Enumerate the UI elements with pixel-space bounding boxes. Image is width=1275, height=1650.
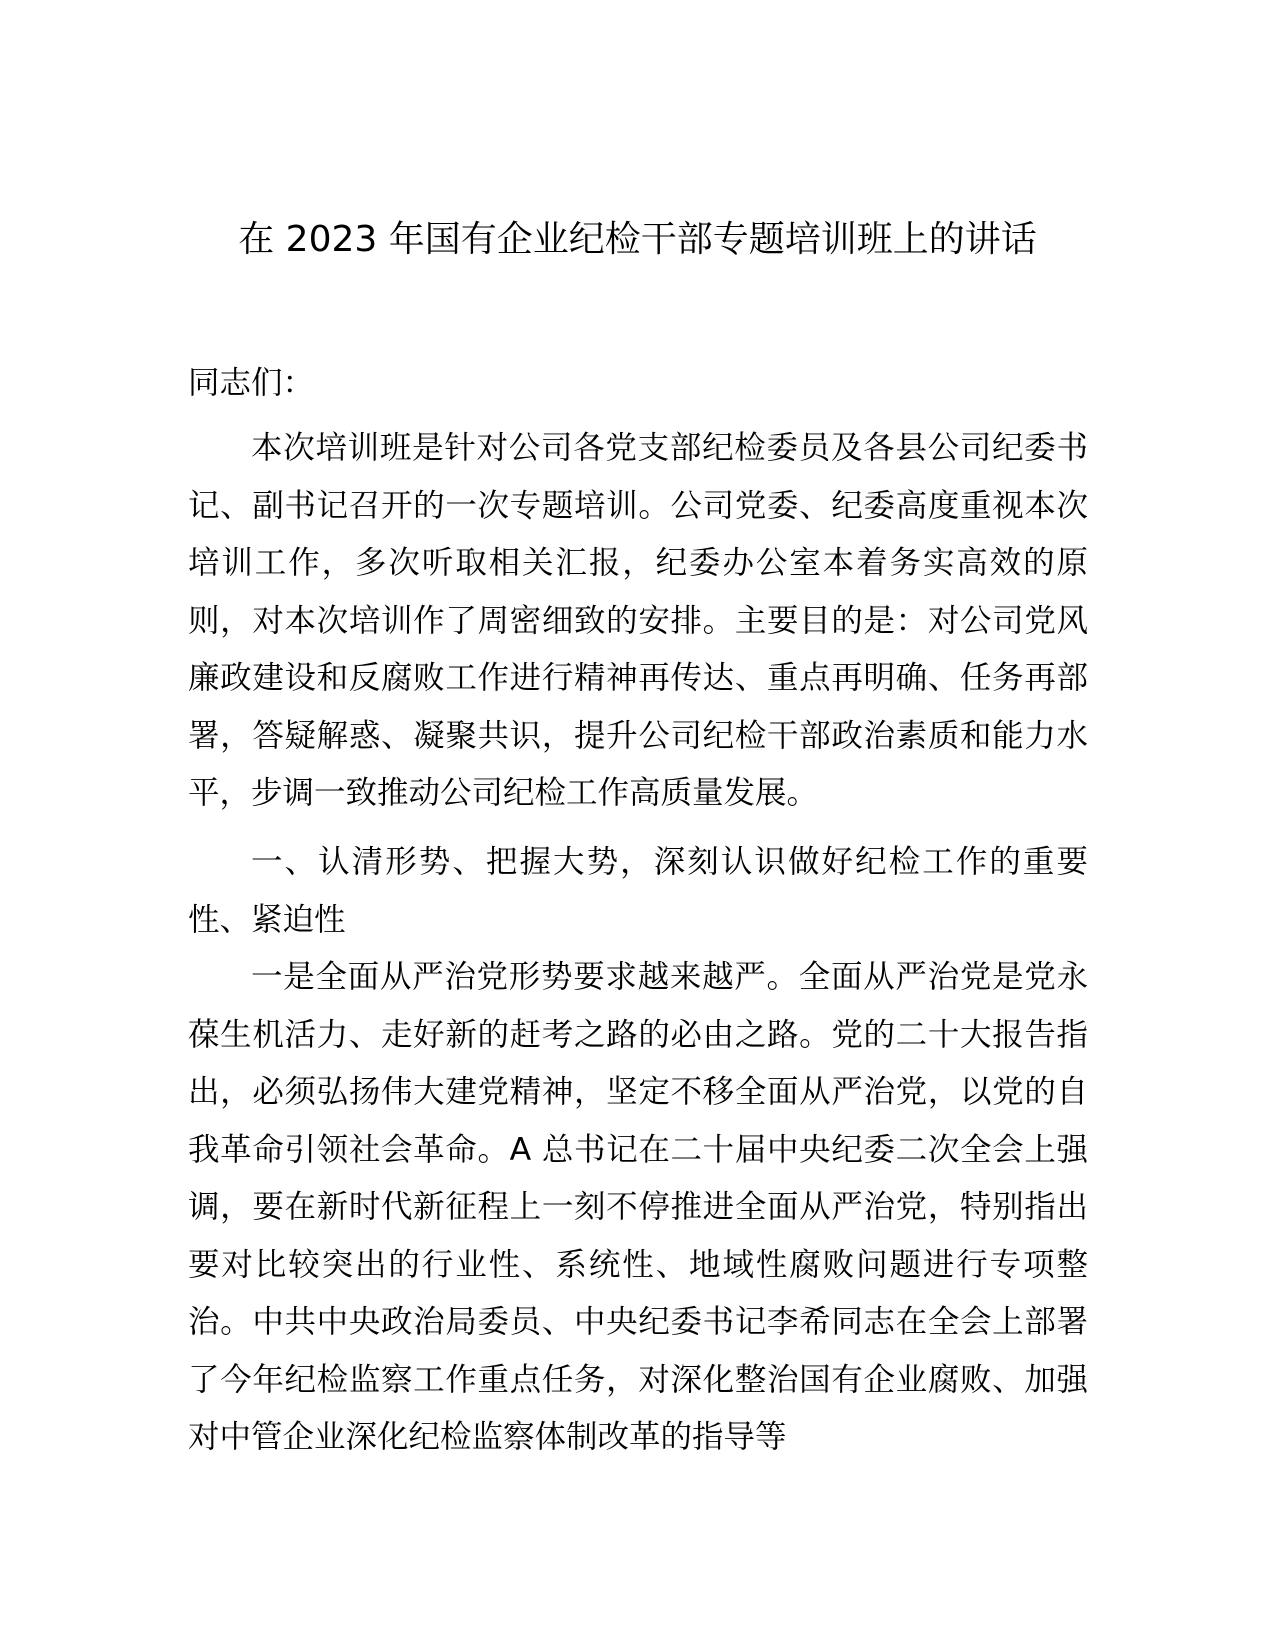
document-title: 在 2023 年国有企业纪检干部专题培训班上的讲话 <box>238 219 1037 260</box>
section-heading: 一、认清形势、把握大势，深刻认识做好纪检工作的重要性、紧迫性 <box>188 844 1088 938</box>
body-paragraph: 本次培训班是针对公司各党支部纪检委员及各县公司纪委书记、副书记召开的一次专题培训。公司党委、纪委高度重视本次培训工作，多次听取相关汇报，纪委办公室本着务实高效的原则，对本次培训作了周密细致的安排。主要目的是：对公司党风廉政建设和反腐败工作进行精神再传达、重点再明确、任务再部署，答疑解惑、凝聚共识，提升公司纪检干部政治素质和能力水平，步调一致推动公司纪检工作高质量发展。 <box>188 430 1088 811</box>
salutation: 同志们： <box>188 365 315 401</box>
body-paragraph: 一是全面从严治党形势要求越来越严。全面从严治党是党永葆生机活力、走好新的赶考之路的必由之路。党的二十大报告指出，必须弘扬伟大建党精神，坚定不移全面从严治党，以党的自我革命引领社会革命。A 总书记在二十届中央纪委二次全会上强调，要在新时代新征程上一刻不停推进全面从严治党，特别指出要对比较突出的行业性、系统性、地域性腐败问题进行专项整治。中共中央政治局委员、中央纪委书记李希同志在全会上部署了今年纪检监察工作重点任务，对深化整治国有企业腐败、加强对中管企业深化纪检监察体制改革的指导等 <box>188 959 1088 1455</box>
